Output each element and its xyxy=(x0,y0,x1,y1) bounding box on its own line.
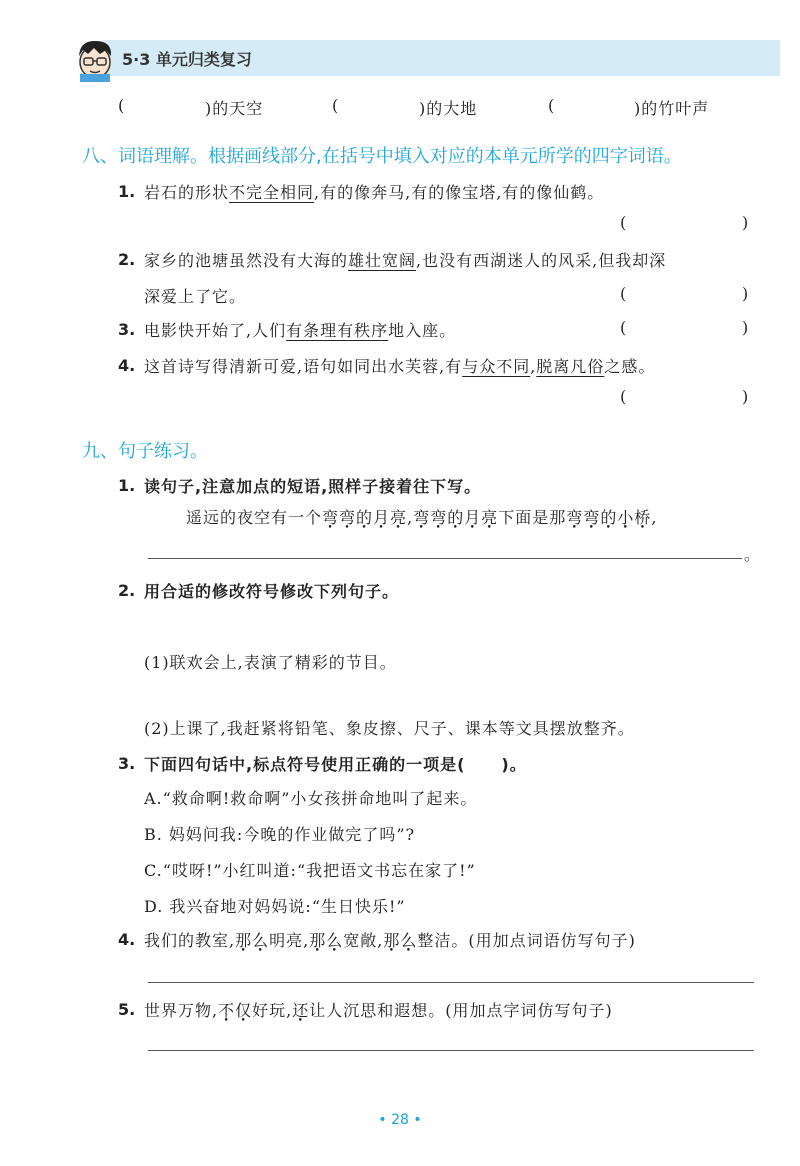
section-9-title: 九、句子练习。 xyxy=(82,441,208,462)
section-8-title: 八、词语理解。根据画线部分,在括号中填入对应的本单元所学的四字词语。 xyxy=(82,146,682,167)
s9-q1-dotted-2: 弯弯的月亮 xyxy=(413,508,499,527)
fill-2-open: ( xyxy=(332,96,340,115)
s8-q4-number: 4. xyxy=(118,356,136,375)
s8-q4-text: 这首诗写得清新可爱,语句如同出水芙蓉,有与众不同,脱离凡俗之感。 xyxy=(144,357,656,376)
s9-q4-dotted-1: 那么 xyxy=(235,931,270,950)
s8-q3-underlined: 有条理有秩序 xyxy=(286,321,389,340)
fill-1-close: )的天空 xyxy=(205,99,264,118)
s9-q5-answer-line[interactable] xyxy=(148,1050,754,1051)
s9-q2-prompt: 用合适的修改符号修改下列句子。 xyxy=(144,582,400,601)
mascot-boy-icon xyxy=(70,36,120,82)
s8-q4-underlined-1: 与众不同 xyxy=(462,357,531,376)
s8-q3-text: 电影快开始了,人们有条理有秩序地入座。 xyxy=(144,321,457,340)
s8-q3-answer-close: ) xyxy=(742,318,749,337)
s9-q5-number: 5. xyxy=(118,1000,136,1019)
s8-q1-answer-open[interactable]: ( xyxy=(620,213,627,232)
fill-2-close: )的大地 xyxy=(419,99,478,118)
s9-q1-end-mark: 。 xyxy=(744,545,762,564)
s8-q4-answer-open[interactable]: ( xyxy=(620,387,627,406)
s8-q3-answer-open[interactable]: ( xyxy=(620,318,627,337)
s8-q1-answer-close: ) xyxy=(742,213,749,232)
s8-q4-answer-close: ) xyxy=(742,387,749,406)
fill-3-open: ( xyxy=(548,96,556,115)
s9-q4-text: 我们的教室,那么明亮,那么宽敞,那么整洁。(用加点词语仿写句子) xyxy=(144,931,636,950)
s9-q5-dotted-2: 还 xyxy=(292,1001,310,1020)
s9-q1-dotted-3: 弯弯的小桥 xyxy=(566,508,652,527)
s8-q4-underlined-2: 脱离凡俗 xyxy=(536,357,605,376)
s9-q5-dotted-1: 不仅 xyxy=(218,1001,253,1020)
s9-q4-dotted-3: 那么 xyxy=(383,931,418,950)
s9-q3-number: 3. xyxy=(118,754,136,773)
s9-q1-number: 1. xyxy=(118,476,136,495)
s9-q5-text: 世界万物,不仅好玩,还让人沉思和遐想。(用加点字词仿写句子) xyxy=(144,1001,613,1020)
fill-1-open: ( xyxy=(118,96,126,115)
s8-q2-answer-open[interactable]: ( xyxy=(620,284,627,303)
s8-q3-number: 3. xyxy=(118,320,136,339)
s9-q3-option-b: B. 妈妈问我:今晚的作业做完了吗”? xyxy=(144,825,416,844)
s9-q1-prompt: 读句子,注意加点的短语,照样子接着往下写。 xyxy=(144,477,482,496)
header-title: 5·3 单元归类复习 xyxy=(122,50,252,69)
s9-q1-example: 遥远的夜空有一个弯弯的月亮,弯弯的月亮下面是那弯弯的小桥, xyxy=(186,508,658,527)
s8-q1-text: 岩石的形状不完全相同,有的像奔马,有的像宝塔,有的像仙鹤。 xyxy=(144,183,605,202)
s9-q2-number: 2. xyxy=(118,581,136,600)
s9-q1-dotted-1: 弯弯的月亮 xyxy=(322,508,408,527)
s9-q3-option-a: A.“救命啊!救命啊”小女孩拼命地叫了起来。 xyxy=(144,789,478,808)
s9-q3-prompt: 下面四句话中,标点符号使用正确的一项是( )。 xyxy=(144,755,527,774)
s8-q1-number: 1. xyxy=(118,182,136,201)
s8-q2-answer-close: ) xyxy=(742,284,749,303)
page-number: • 28 • xyxy=(378,1112,422,1128)
s9-q3-option-d: D. 我兴奋地对妈妈说:“生日快乐!” xyxy=(144,897,406,916)
s9-q3-option-c: C.“哎呀!”小红叫道:“我把语文书忘在家了!” xyxy=(144,861,476,880)
s9-q2-sentence-2: (2)上课了,我赶紧将铅笔、象皮擦、尺子、课本等文具摆放整齐。 xyxy=(144,719,635,738)
s9-q4-number: 4. xyxy=(118,930,136,949)
s9-q4-answer-line[interactable] xyxy=(148,982,754,983)
s8-q1-underlined: 不完全相同 xyxy=(229,183,315,202)
s8-q2-underlined: 雄壮宽阔 xyxy=(348,251,417,270)
s8-q2-number: 2. xyxy=(118,250,136,269)
s8-q2-text: 家乡的池塘虽然没有大海的雄壮宽阔,也没有西湖迷人的风采,但我却深 xyxy=(144,251,667,270)
fill-3-close: )的竹叶声 xyxy=(634,99,710,118)
s9-q1-answer-line[interactable] xyxy=(148,558,742,559)
s9-q2-sentence-1: (1)联欢会上,表演了精彩的节目。 xyxy=(144,653,397,672)
s8-q2-line2: 深爱上了它。 xyxy=(144,287,247,306)
s9-q4-dotted-2: 那么 xyxy=(309,931,344,950)
